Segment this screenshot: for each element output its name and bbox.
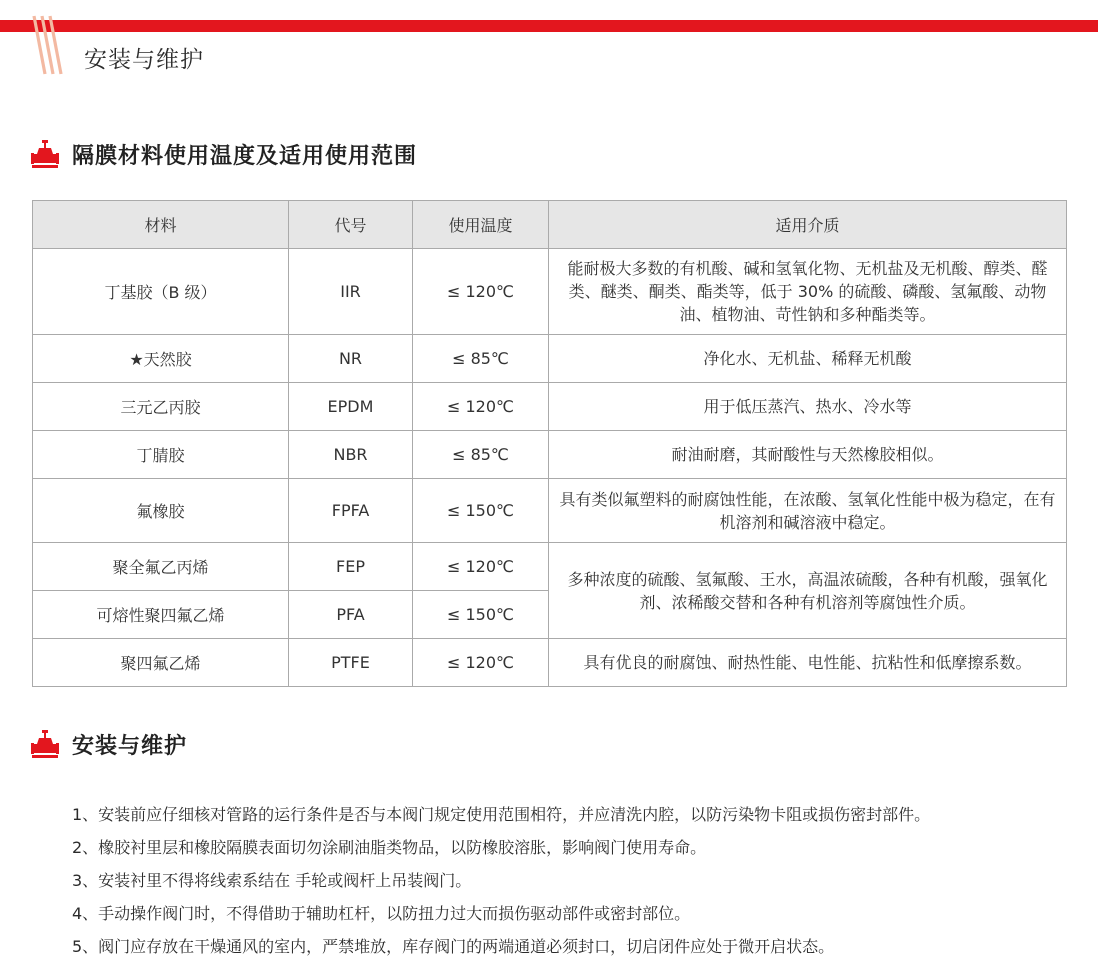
materials-section-heading xyxy=(30,138,417,170)
material-cell: 丁基胶（B 级） xyxy=(33,249,289,335)
code-cell: EPDM xyxy=(289,383,413,431)
code-cell: PFA xyxy=(289,591,413,639)
materials-table xyxy=(32,200,1067,687)
install-section-title: 安装与维护 xyxy=(72,733,188,759)
table-row xyxy=(33,639,1067,687)
install-section-heading xyxy=(30,728,187,760)
material-cell: 三元乙丙胶 xyxy=(33,383,289,431)
table-row xyxy=(33,249,1067,335)
code-cell: PTFE xyxy=(289,639,413,687)
list-item: 4、手动操作阀门时，不得借助于辅助杠杆，以防扭力过大而损伤驱动部件或密封部位。 xyxy=(72,904,691,923)
install-instructions-list xyxy=(72,798,930,963)
table-row xyxy=(33,335,1067,383)
materials-section-title: 隔膜材料使用温度及适用使用范围 xyxy=(72,143,418,169)
diagonal-stripes-icon xyxy=(28,12,68,78)
material-cell: 丁腈胶 xyxy=(33,431,289,479)
table-header-row xyxy=(33,201,1067,249)
valve-icon xyxy=(30,729,60,759)
list-item: 3、安装衬里不得将线索系结在 手轮或阀杆上吊装阀门。 xyxy=(72,871,472,890)
valve-icon xyxy=(30,139,60,169)
material-cell: ★天然胶 xyxy=(33,335,289,383)
code-cell: FEP xyxy=(289,543,413,591)
temperature-cell: ≤ 120℃ xyxy=(413,249,549,335)
table-row xyxy=(33,383,1067,431)
media-cell: 耐油耐磨，其耐酸性与天然橡胶相似。 xyxy=(549,431,1067,479)
temperature-cell: ≤ 120℃ xyxy=(413,383,549,431)
material-cell: 聚四氟乙烯 xyxy=(33,639,289,687)
material-cell: 氟橡胶 xyxy=(33,479,289,543)
list-item: 1、安装前应仔细核对管路的运行条件是否与本阀门规定使用范围相符，并应清洗内腔，以防污染物卡阻或损伤密封部件。 xyxy=(72,805,931,824)
material-cell: 聚全氟乙丙烯 xyxy=(33,543,289,591)
code-cell: IIR xyxy=(289,249,413,335)
column-header-media: 适用介质 xyxy=(549,201,1067,249)
temperature-cell: ≤ 120℃ xyxy=(413,639,549,687)
media-cell: 具有类似氟塑料的耐腐蚀性能，在浓酸、氢氧化性能中极为稳定，在有机溶剂和碱溶液中稳定。 xyxy=(549,479,1067,543)
table-row xyxy=(33,431,1067,479)
temperature-cell: ≤ 85℃ xyxy=(413,431,549,479)
temperature-cell: ≤ 120℃ xyxy=(413,543,549,591)
list-item: 5、阀门应存放在干燥通风的室内，严禁堆放，库存阀门的两端通道必须封口，切启闭件应处于微开启状态。 xyxy=(72,937,835,956)
page-title: 安装与维护 xyxy=(84,47,204,73)
header-accent-bar xyxy=(0,20,1098,32)
code-cell: NR xyxy=(289,335,413,383)
media-cell: 多种浓度的硫酸、氢氟酸、王水，高温浓硫酸，各种有机酸，强氧化剂、浓稀酸交替和各种有机溶剂等腐蚀性介质。 xyxy=(549,543,1067,639)
code-cell: FPFA xyxy=(289,479,413,543)
temperature-cell: ≤ 85℃ xyxy=(413,335,549,383)
material-cell: 可熔性聚四氟乙烯 xyxy=(33,591,289,639)
column-header-code: 代号 xyxy=(289,201,413,249)
media-cell: 具有优良的耐腐蚀、耐热性能、电性能、抗粘性和低摩擦系数。 xyxy=(549,639,1067,687)
temperature-cell: ≤ 150℃ xyxy=(413,479,549,543)
table-row xyxy=(33,479,1067,543)
list-item: 2、橡胶衬里层和橡胶隔膜表面切勿涂刷油脂类物品，以防橡胶溶胀，影响阀门使用寿命。 xyxy=(72,838,707,857)
column-header-temperature: 使用温度 xyxy=(413,201,549,249)
media-cell: 净化水、无机盐、稀释无机酸 xyxy=(549,335,1067,383)
media-cell: 能耐极大多数的有机酸、碱和氢氧化物、无机盐及无机酸、醇类、醛类、醚类、酮类、酯类等，低于 30% 的硫酸、磷酸、氢氟酸、动物油、植物油、苛性钠和多种酯类等。 xyxy=(549,249,1067,335)
table-row xyxy=(33,543,1067,591)
media-cell: 用于低压蒸汽、热水、冷水等 xyxy=(549,383,1067,431)
temperature-cell: ≤ 150℃ xyxy=(413,591,549,639)
code-cell: NBR xyxy=(289,431,413,479)
column-header-material: 材料 xyxy=(33,201,289,249)
